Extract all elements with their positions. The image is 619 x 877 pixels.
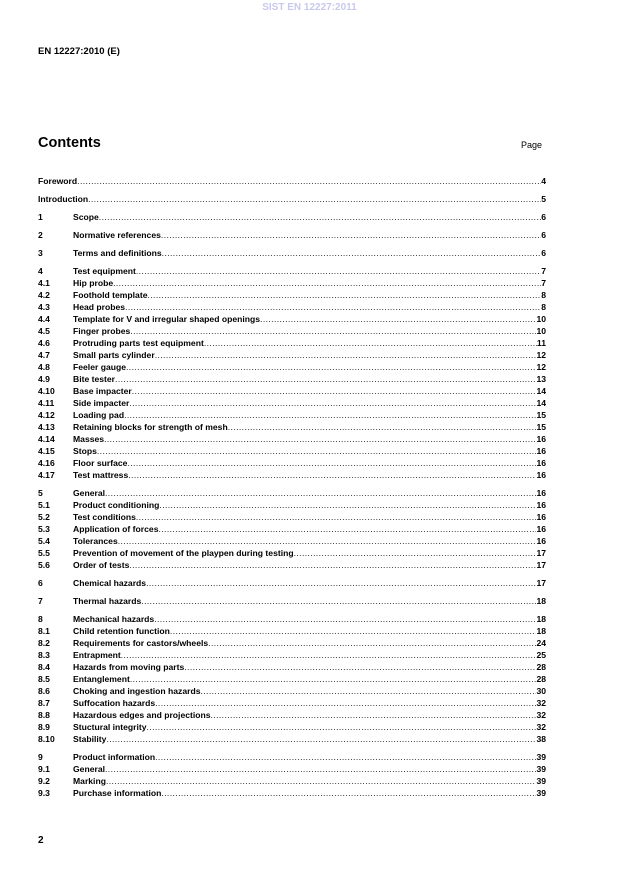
toc-entry-title: Terms and definitions <box>73 248 162 258</box>
toc-dot-leader <box>147 721 537 733</box>
toc-entry-page: 4 <box>541 176 546 186</box>
toc-entry-number: 4.1 <box>38 278 50 288</box>
toc-entry[interactable] <box>38 649 546 661</box>
toc-entry[interactable] <box>38 445 546 457</box>
page-title: Contents <box>38 135 101 151</box>
toc-entry-number: 9.2 <box>38 776 50 786</box>
toc-dot-leader <box>124 409 536 421</box>
toc-entry[interactable] <box>38 709 546 721</box>
toc-entry-title: Masses <box>73 434 105 444</box>
toc-entry-number: 4.10 <box>38 386 55 396</box>
toc-entry-page: 16 <box>536 512 546 522</box>
toc-entry[interactable] <box>38 511 546 523</box>
toc-entry-page: 16 <box>536 446 546 456</box>
toc-dot-leader <box>132 385 537 397</box>
toc-entry-page: 18 <box>536 614 546 624</box>
toc-entry[interactable] <box>38 673 546 685</box>
toc-entry-page: 10 <box>536 314 546 324</box>
toc-entry[interactable] <box>38 775 546 787</box>
toc-entry[interactable] <box>38 325 546 337</box>
toc-entry-number: 4.12 <box>38 410 55 420</box>
toc-entry[interactable] <box>38 721 546 733</box>
toc-dot-leader <box>147 289 541 301</box>
toc-entry[interactable] <box>38 523 546 535</box>
toc-entry-page: 39 <box>536 776 546 786</box>
toc-entry[interactable] <box>38 559 546 571</box>
toc-entry-number: 8.9 <box>38 722 50 732</box>
toc-entry[interactable] <box>38 397 546 409</box>
toc-dot-leader <box>184 661 536 673</box>
toc-entry-title: Child retention function <box>73 626 170 636</box>
toc-entry-number: 8.8 <box>38 710 50 720</box>
toc-entry-page: 6 <box>541 230 546 240</box>
toc-group <box>38 613 546 745</box>
toc-entry-title: Base impacter <box>73 386 132 396</box>
toc-dot-leader <box>104 433 536 445</box>
toc-dot-leader <box>260 313 536 325</box>
toc-entry-number: 4.9 <box>38 374 50 384</box>
toc-entry[interactable] <box>38 277 546 289</box>
table-of-contents <box>38 175 546 799</box>
toc-entry-title: Suffocation hazards <box>73 698 156 708</box>
toc-entry[interactable] <box>38 211 546 223</box>
toc-entry-title: Test mattress <box>73 470 129 480</box>
toc-entry-title: Small parts cylinder <box>73 350 155 360</box>
toc-entry-page: 18 <box>536 626 546 636</box>
toc-entry-number: 4.7 <box>38 350 50 360</box>
toc-entry-title: Stability <box>73 734 107 744</box>
toc-entry-page: 16 <box>536 500 546 510</box>
toc-entry-page: 24 <box>536 638 546 648</box>
toc-entry-number: 6 <box>38 578 43 588</box>
toc-entry[interactable] <box>38 625 546 637</box>
toc-entry-title: Product information <box>73 752 156 762</box>
toc-entry-title: Entanglement <box>73 674 130 684</box>
toc-entry-number: 8.10 <box>38 734 55 744</box>
toc-entry-title: Foothold template <box>73 290 148 300</box>
toc-entry-page: 6 <box>541 212 546 222</box>
toc-entry-number: 4.15 <box>38 446 55 456</box>
toc-dot-leader <box>155 751 536 763</box>
toc-entry[interactable] <box>38 637 546 649</box>
toc-entry-title: Choking and ingestion hazards <box>73 686 201 696</box>
toc-entry-number: 8.2 <box>38 638 50 648</box>
toc-entry[interactable] <box>38 373 546 385</box>
toc-entry-number: 4.8 <box>38 362 50 372</box>
toc-entry-number: 8.6 <box>38 686 50 696</box>
toc-entry-page: 17 <box>536 578 546 588</box>
toc-entry[interactable] <box>38 175 546 187</box>
toc-entry-title: Test equipment <box>73 266 136 276</box>
toc-entry[interactable] <box>38 349 546 361</box>
toc-entry-page: 12 <box>536 362 546 372</box>
toc-entry-page: 16 <box>536 524 546 534</box>
toc-group <box>38 595 546 607</box>
toc-dot-leader <box>127 457 536 469</box>
toc-entry[interactable] <box>38 289 546 301</box>
toc-entry-page: 14 <box>536 398 546 408</box>
toc-dot-leader <box>161 787 536 799</box>
toc-entry[interactable] <box>38 595 546 607</box>
toc-entry-number: 8 <box>38 614 43 624</box>
watermark: SIST EN 12227:2011 <box>262 2 357 13</box>
toc-dot-leader <box>130 325 536 337</box>
toc-entry-title: Feeler gauge <box>73 362 127 372</box>
toc-dot-leader <box>294 547 537 559</box>
toc-entry-page: 15 <box>536 422 546 432</box>
toc-dot-leader <box>141 595 536 607</box>
toc-entry-page: 32 <box>536 722 546 732</box>
toc-dot-leader <box>113 277 541 289</box>
toc-entry[interactable] <box>38 421 546 433</box>
toc-dot-leader <box>162 247 542 259</box>
toc-entry[interactable] <box>38 697 546 709</box>
toc-entry[interactable] <box>38 229 546 241</box>
toc-dot-leader <box>88 193 541 205</box>
toc-entry[interactable] <box>38 577 546 589</box>
toc-entry[interactable] <box>38 247 546 259</box>
toc-entry[interactable] <box>38 313 546 325</box>
toc-dot-leader <box>97 445 537 457</box>
toc-dot-leader <box>208 637 536 649</box>
toc-dot-leader <box>99 211 541 223</box>
toc-entry-title: Application of forces <box>73 524 159 534</box>
toc-entry-title: Marking <box>73 776 106 786</box>
toc-entry[interactable] <box>38 265 546 277</box>
toc-entry-page: 6 <box>541 248 546 258</box>
toc-entry-number: 2 <box>38 230 43 240</box>
toc-entry-title: Head probes <box>73 302 126 312</box>
toc-entry[interactable] <box>38 547 546 559</box>
toc-entry-number: 9 <box>38 752 43 762</box>
toc-dot-leader <box>105 763 536 775</box>
toc-dot-leader <box>155 697 536 709</box>
toc-entry-title: Stuctural integrity <box>73 722 147 732</box>
toc-entry-page: 10 <box>536 326 546 336</box>
toc-entry-number: 4.16 <box>38 458 55 468</box>
toc-entry-page: 38 <box>536 734 546 744</box>
toc-entry-title: Test conditions <box>73 512 136 522</box>
toc-dot-leader <box>115 373 536 385</box>
toc-entry-number: 8.4 <box>38 662 50 672</box>
toc-entry[interactable] <box>38 499 546 511</box>
toc-group <box>38 265 546 481</box>
toc-entry-page: 32 <box>536 698 546 708</box>
toc-entry-page: 16 <box>536 470 546 480</box>
toc-entry[interactable] <box>38 409 546 421</box>
toc-entry-title: Finger probes <box>73 326 131 336</box>
toc-entry-title: Bite tester <box>73 374 116 384</box>
toc-group <box>38 193 546 205</box>
toc-entry-number: 8.7 <box>38 698 50 708</box>
document-header: EN 12227:2010 (E) <box>38 46 120 57</box>
toc-entry-title: Template for V and irregular shaped openings <box>73 314 261 324</box>
toc-dot-leader <box>106 733 536 745</box>
toc-group <box>38 211 546 223</box>
page-column-label: Page <box>521 140 543 150</box>
toc-entry-title: Requirements for castors/wheels <box>73 638 209 648</box>
toc-entry[interactable] <box>38 535 546 547</box>
toc-entry-title: Side impacter <box>73 398 130 408</box>
toc-entry-title: Product conditioning <box>73 500 160 510</box>
toc-entry-number: 8.3 <box>38 650 50 660</box>
toc-entry-number: 1 <box>38 212 43 222</box>
toc-dot-leader <box>126 361 536 373</box>
toc-entry-title: Stops <box>73 446 97 456</box>
toc-entry-title: Entrapment <box>73 650 121 660</box>
toc-entry[interactable] <box>38 361 546 373</box>
toc-dot-leader <box>158 523 536 535</box>
toc-entry-page: 16 <box>536 458 546 468</box>
toc-group <box>38 751 546 799</box>
toc-entry-page: 28 <box>536 662 546 672</box>
toc-entry-page: 39 <box>536 764 546 774</box>
toc-entry[interactable] <box>38 457 546 469</box>
toc-entry[interactable] <box>38 787 546 799</box>
toc-entry-title: Order of tests <box>73 560 130 570</box>
toc-dot-leader <box>200 685 536 697</box>
toc-dot-leader <box>125 301 541 313</box>
toc-entry-title: Loading pad <box>73 410 125 420</box>
toc-entry-title: Mechanical hazards <box>73 614 155 624</box>
toc-entry-page: 25 <box>536 650 546 660</box>
toc-entry-page: 39 <box>536 788 546 798</box>
toc-entry-title: Floor surface <box>73 458 128 468</box>
toc-entry-number: 5.4 <box>38 536 50 546</box>
toc-entry-page: 16 <box>536 434 546 444</box>
toc-entry[interactable] <box>38 661 546 673</box>
toc-entry-page: 11 <box>536 338 546 348</box>
toc-dot-leader <box>77 175 541 187</box>
toc-entry-page: 12 <box>536 350 546 360</box>
toc-entry-number: 4.2 <box>38 290 50 300</box>
toc-entry[interactable] <box>38 193 546 205</box>
toc-entry[interactable] <box>38 337 546 349</box>
toc-entry[interactable] <box>38 385 546 397</box>
toc-entry-title: Hazardous edges and projections <box>73 710 211 720</box>
toc-entry-number: 8.1 <box>38 626 50 636</box>
toc-entry-number: 3 <box>38 248 43 258</box>
toc-entry-page: 5 <box>541 194 546 204</box>
toc-entry-page: 30 <box>536 686 546 696</box>
toc-entry-page: 18 <box>536 596 546 606</box>
toc-dot-leader <box>106 775 536 787</box>
toc-dot-leader <box>121 649 537 661</box>
toc-entry-title: Foreword <box>38 176 78 186</box>
toc-entry[interactable] <box>38 733 546 745</box>
toc-entry-title: Hazards from moving parts <box>73 662 185 672</box>
toc-entry-title: Normative references <box>73 230 161 240</box>
toc-entry-number: 4.6 <box>38 338 50 348</box>
toc-entry-number: 4.13 <box>38 422 55 432</box>
toc-entry-title: Thermal hazards <box>73 596 142 606</box>
toc-entry-number: 4.14 <box>38 434 55 444</box>
toc-group <box>38 577 546 589</box>
toc-group <box>38 229 546 241</box>
toc-entry-number: 5 <box>38 488 43 498</box>
toc-entry-number: 4.5 <box>38 326 50 336</box>
toc-entry-number: 8.5 <box>38 674 50 684</box>
toc-entry-title: Chemical hazards <box>73 578 147 588</box>
toc-entry[interactable] <box>38 469 546 481</box>
toc-entry-page: 13 <box>536 374 546 384</box>
toc-entry-title: Hip probe <box>73 278 114 288</box>
toc-entry-page: 16 <box>536 488 546 498</box>
toc-entry-title: Purchase information <box>73 788 162 798</box>
toc-entry-number: 5.5 <box>38 548 50 558</box>
page-number: 2 <box>38 835 44 846</box>
toc-entry-number: 9.1 <box>38 764 50 774</box>
toc-entry-number: 4 <box>38 266 43 276</box>
toc-entry[interactable] <box>38 763 546 775</box>
toc-dot-leader <box>118 535 537 547</box>
toc-group <box>38 175 546 187</box>
toc-dot-leader <box>146 577 536 589</box>
toc-entry-title: General <box>73 488 106 498</box>
toc-entry-number: 4.3 <box>38 302 50 312</box>
toc-dot-leader <box>129 559 536 571</box>
toc-entry-number: 5.6 <box>38 560 50 570</box>
toc-entry-number: 5.2 <box>38 512 50 522</box>
toc-dot-leader <box>154 613 536 625</box>
toc-dot-leader <box>161 229 541 241</box>
toc-entry-number: 7 <box>38 596 43 606</box>
toc-group <box>38 487 546 571</box>
toc-entry-page: 16 <box>536 536 546 546</box>
toc-entry-title: Scope <box>73 212 99 222</box>
toc-entry-title: Prevention of movement of the playpen during testing <box>73 548 294 558</box>
toc-entry-number: 4.17 <box>38 470 55 480</box>
toc-dot-leader <box>204 337 537 349</box>
toc-entry-page: 14 <box>536 386 546 396</box>
toc-entry[interactable] <box>38 751 546 763</box>
toc-dot-leader <box>159 499 536 511</box>
toc-entry-page: 7 <box>541 266 546 276</box>
toc-dot-leader <box>136 511 537 523</box>
toc-entry-page: 8 <box>541 290 546 300</box>
toc-entry-page: 15 <box>536 410 546 420</box>
toc-dot-leader <box>170 625 537 637</box>
toc-dot-leader <box>136 265 541 277</box>
toc-dot-leader <box>155 349 537 361</box>
toc-entry-title: Introduction <box>38 194 89 204</box>
toc-entry-page: 28 <box>536 674 546 684</box>
toc-entry-number: 5.3 <box>38 524 50 534</box>
toc-entry-title: Protruding parts test equipment <box>73 338 204 348</box>
toc-entry-page: 7 <box>541 278 546 288</box>
toc-entry-title: General <box>73 764 106 774</box>
toc-entry[interactable] <box>38 487 546 499</box>
toc-entry-page: 32 <box>536 710 546 720</box>
toc-entry-number: 4.11 <box>38 398 55 408</box>
toc-dot-leader <box>228 421 537 433</box>
toc-entry-title: Tolerances <box>73 536 118 546</box>
toc-entry-page: 8 <box>541 302 546 312</box>
toc-dot-leader <box>105 487 536 499</box>
toc-dot-leader <box>211 709 537 721</box>
toc-entry[interactable] <box>38 685 546 697</box>
toc-dot-leader <box>130 673 537 685</box>
toc-entry-number: 4.4 <box>38 314 50 324</box>
toc-entry-page: 39 <box>536 752 546 762</box>
toc-entry-number: 5.1 <box>38 500 50 510</box>
toc-dot-leader <box>129 397 536 409</box>
toc-entry[interactable] <box>38 433 546 445</box>
toc-entry-page: 17 <box>536 548 546 558</box>
toc-entry-number: 9.3 <box>38 788 50 798</box>
toc-dot-leader <box>128 469 536 481</box>
toc-entry-page: 17 <box>536 560 546 570</box>
toc-entry[interactable] <box>38 301 546 313</box>
toc-entry-title: Retaining blocks for strength of mesh <box>73 422 228 432</box>
toc-entry[interactable] <box>38 613 546 625</box>
toc-group <box>38 247 546 259</box>
